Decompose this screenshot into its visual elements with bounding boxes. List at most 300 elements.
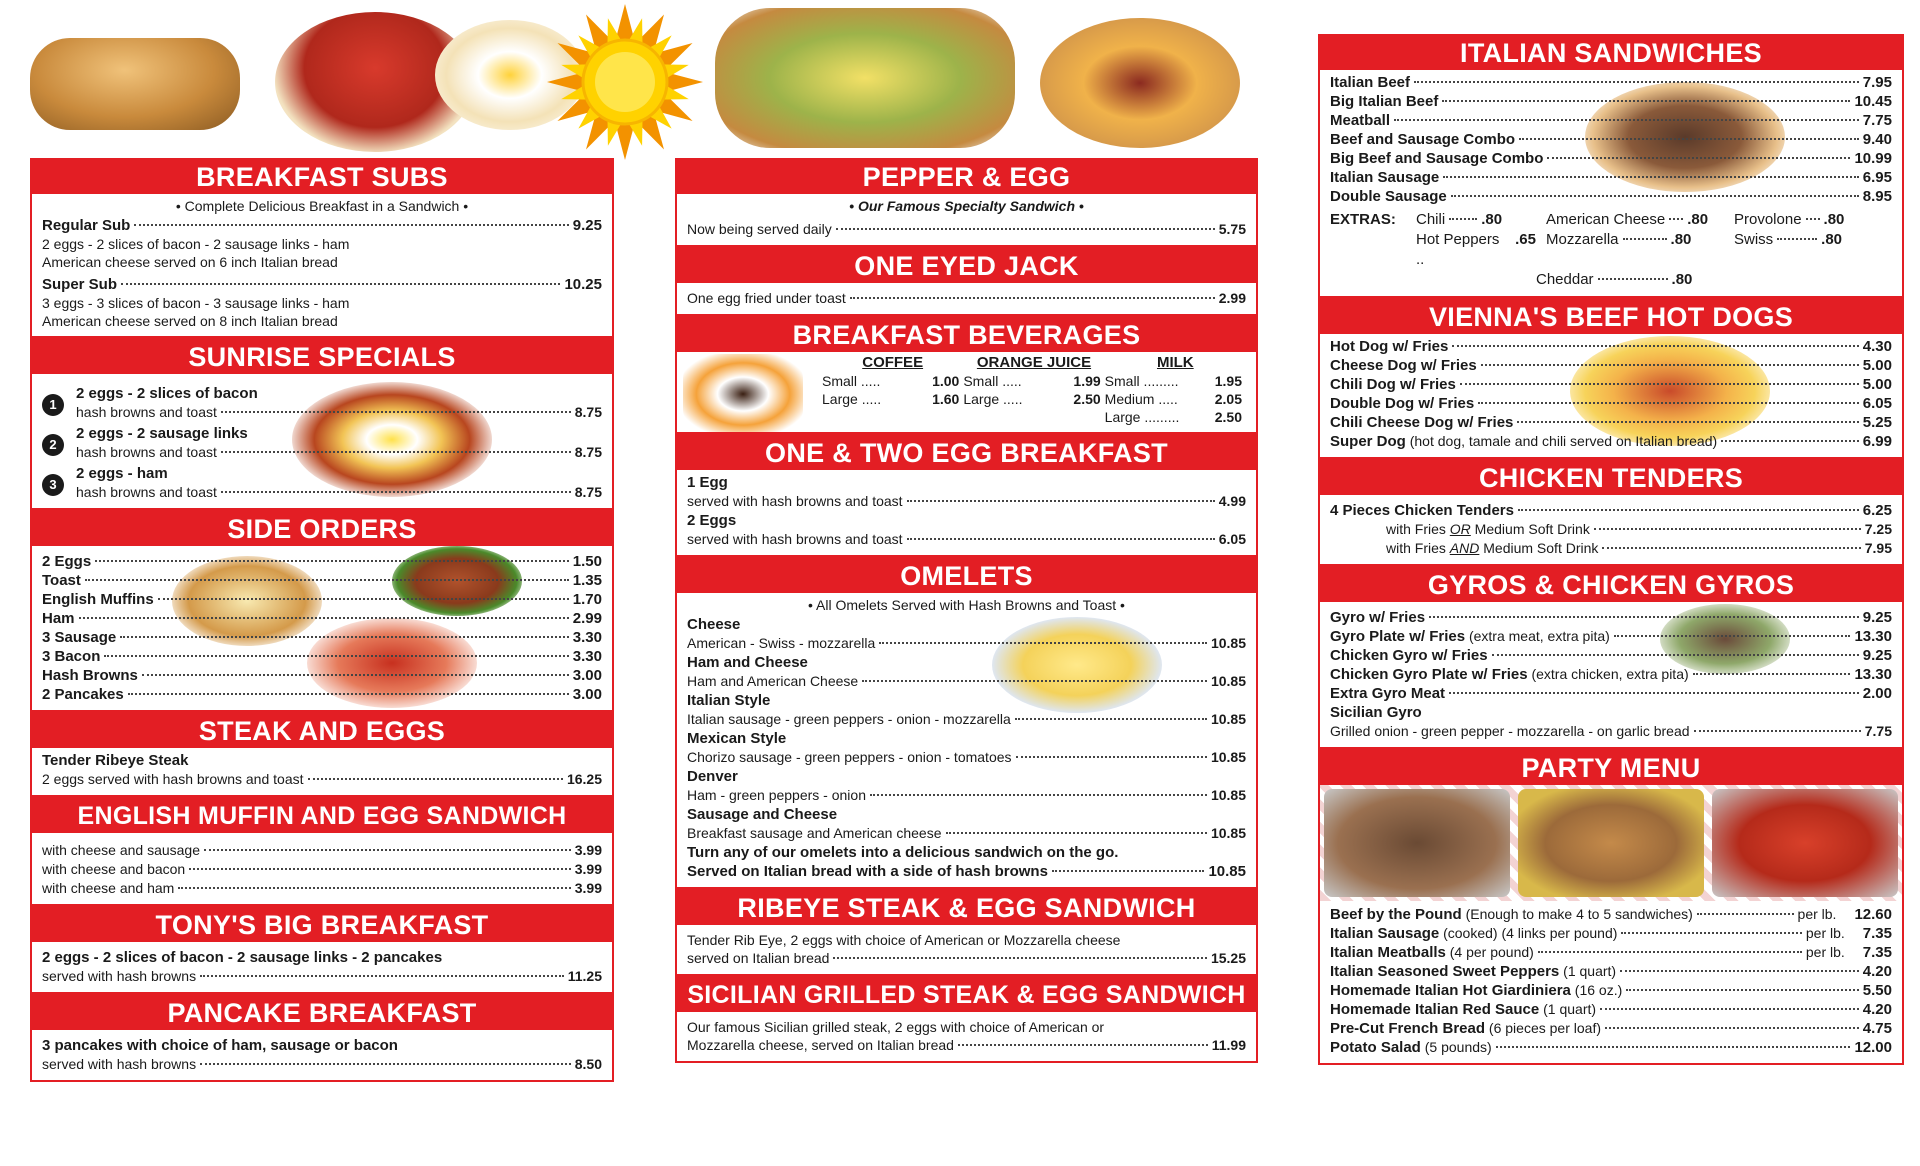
- item-name: 3 Bacon: [42, 648, 101, 665]
- menu-item: [1330, 92, 1892, 111]
- item-price: 3.99: [574, 880, 602, 896]
- item-description: Ham and American Cheese: [687, 673, 859, 689]
- item-name: Homemade Italian Red Sauce: [1330, 1001, 1540, 1018]
- menu-item: [1330, 722, 1892, 741]
- item-price: 7.95: [1864, 540, 1892, 556]
- item-name: Italian Seasoned Sweet Peppers: [1330, 963, 1560, 980]
- item-price: 13.30: [1854, 628, 1892, 645]
- item-number: 1: [42, 394, 64, 416]
- item-name: Meatball: [1330, 112, 1391, 129]
- pepper-egg-section: [675, 158, 1258, 247]
- item-name: 3 Sausage: [42, 629, 117, 646]
- menu-item: [42, 685, 602, 704]
- menu-item: [42, 552, 602, 571]
- extra-name: American Cheese: [1546, 211, 1666, 228]
- item-name: Chicken Gyro Plate w/ Fries: [1330, 666, 1528, 683]
- one-eyed-jack-section: [675, 247, 1258, 316]
- item-name: Denver: [687, 768, 738, 785]
- item-price: 7.95: [1862, 74, 1892, 91]
- menu-item: [76, 443, 602, 462]
- breakfast-subs-section: [30, 158, 614, 338]
- menu-item: [1330, 356, 1892, 375]
- menu-item: [1330, 432, 1892, 451]
- item-description: Chorizo sausage - green peppers - onion - tomatoes: [687, 749, 1012, 765]
- item-price: 1.50: [572, 553, 602, 570]
- item-name: with cheese and bacon: [42, 861, 186, 877]
- steak-sandwich-photo: [1040, 18, 1240, 148]
- item-name: 2 Eggs: [42, 553, 92, 570]
- item-price: 10.85: [1210, 711, 1246, 727]
- menu-item: [687, 1036, 1246, 1055]
- menu-item: [42, 1055, 602, 1074]
- menu-item: [1330, 130, 1892, 149]
- item-price: 9.40: [1862, 131, 1892, 148]
- section-tagline: • All Omelets Served with Hash Browns and Toast •: [808, 597, 1125, 613]
- size-label: Medium .....: [1104, 391, 1178, 407]
- hot-dogs-section: [1318, 298, 1904, 459]
- item-price: 5.00: [1862, 376, 1892, 393]
- item-name: Big Beef and Sausage Combo: [1330, 150, 1544, 167]
- section-title: ONE & TWO EGG BREAKFAST: [677, 436, 1256, 470]
- menu-item: [1330, 149, 1892, 168]
- menu-item: [687, 530, 1246, 549]
- item-note: (16 oz.): [1570, 982, 1623, 998]
- item-price: 7.75: [1862, 112, 1892, 129]
- beverage-title: MILK: [1156, 354, 1194, 371]
- menu-item: [1330, 1019, 1892, 1038]
- item-price: 3.99: [574, 861, 602, 877]
- item-price: 4.20: [1862, 963, 1892, 980]
- extras-list: [1330, 210, 1892, 290]
- egg-breakfast-section: [675, 434, 1258, 557]
- extra-price: .80: [1481, 211, 1503, 228]
- item-price: 1.99: [1073, 373, 1101, 389]
- item-description: served with hash browns and toast: [687, 493, 903, 509]
- section-title: BREAKFAST BEVERAGES: [677, 318, 1256, 352]
- item-price: 8.75: [574, 404, 602, 420]
- item-name: Italian Beef: [1330, 74, 1411, 91]
- item-price: 4.30: [1862, 338, 1892, 355]
- menu-item: [1330, 539, 1892, 558]
- item-name: Extra Gyro Meat: [1330, 685, 1446, 702]
- item-price: 2.00: [1862, 685, 1892, 702]
- item-description: hash browns and toast: [76, 484, 217, 500]
- item-description: Our famous Sicilian grilled steak, 2 eggs with choice of American or: [687, 1019, 1105, 1035]
- item-price: 10.85: [1210, 787, 1246, 803]
- menu-column-right: [1318, 34, 1904, 1077]
- section-title: ITALIAN SANDWICHES: [1320, 36, 1902, 70]
- extra-price: .80: [1671, 271, 1693, 288]
- menu-item: [1330, 187, 1892, 206]
- special-item: [42, 384, 602, 422]
- menu-item: [1330, 981, 1892, 1000]
- gyros-section: [1318, 566, 1904, 749]
- item-note: (1 quart): [1559, 963, 1617, 979]
- item-description: Grilled onion - green pepper - mozzarella - on garlic bread: [1330, 723, 1690, 739]
- item-price: 1.70: [572, 591, 602, 608]
- item-price: 7.75: [1864, 723, 1892, 739]
- item-name: Sicilian Gyro: [1330, 704, 1422, 721]
- option-emphasis: OR: [1449, 521, 1471, 537]
- item-name: Beef by the Pound: [1330, 906, 1462, 923]
- menu-item: [687, 710, 1246, 729]
- item-description: served on Italian bread: [687, 950, 830, 966]
- sicilian-steak-section: [675, 976, 1258, 1063]
- item-price: 4.20: [1862, 1001, 1892, 1018]
- item-price: 7.25: [1864, 521, 1892, 537]
- pepper-egg-sub-photo: [715, 8, 1015, 148]
- item-description: Mozzarella cheese, served on Italian bread: [687, 1037, 954, 1053]
- section-title: OMELETS: [677, 559, 1256, 593]
- extras-label: EXTRAS:: [1330, 211, 1396, 228]
- option-text: with Fries: [1386, 540, 1450, 556]
- item-number: 3: [42, 474, 64, 496]
- section-title: ONE EYED JACK: [677, 249, 1256, 283]
- item-name: Chicken Gyro w/ Fries: [1330, 647, 1488, 664]
- menu-item: [687, 672, 1246, 691]
- extra-name: Provolone: [1734, 211, 1802, 228]
- tonys-big-breakfast-section: [30, 906, 614, 994]
- item-description: 2 eggs - 2 slices of bacon - 2 sausage links - ham: [42, 236, 350, 252]
- extra-name: Hot Peppers ..: [1416, 231, 1500, 268]
- menu-item: [1330, 413, 1892, 432]
- meatball-tray-photo: [1712, 789, 1898, 897]
- menu-item: [687, 634, 1246, 653]
- item-name: Chili Dog w/ Fries: [1330, 376, 1456, 393]
- item-description: hash browns and toast: [76, 404, 217, 420]
- beverage-title: COFFEE: [862, 354, 924, 371]
- item-name: Hot Dog w/ Fries: [1330, 338, 1449, 355]
- item-price: 8.95: [1862, 188, 1892, 205]
- item-description: Italian sausage - green peppers - onion - mozzarella: [687, 711, 1011, 727]
- option-text: Medium Soft Drink: [1470, 521, 1590, 537]
- item-price: 1.95: [1214, 373, 1242, 389]
- item-name: 4 Pieces Chicken Tenders: [1330, 502, 1514, 519]
- menu-item: [42, 860, 602, 879]
- size-label: Small .....: [963, 373, 1022, 389]
- hero-photos-left: [30, 0, 614, 158]
- extra-name: Swiss: [1734, 231, 1774, 248]
- section-title: PANCAKE BREAKFAST: [32, 996, 612, 1030]
- item-name: Big Italian Beef: [1330, 93, 1439, 110]
- item-price: 6.99: [1862, 433, 1892, 450]
- item-price: 10.99: [1854, 150, 1892, 167]
- item-price: 7.35: [1862, 944, 1892, 961]
- extra-name: Cheddar: [1536, 271, 1594, 288]
- item-name: Mexican Style: [687, 730, 787, 747]
- item-description: 2 eggs served with hash browns and toast: [42, 771, 304, 787]
- menu-item: [42, 879, 602, 898]
- item-name: Super Dog: [1330, 433, 1406, 450]
- menu-item: [42, 275, 602, 294]
- item-price: 2.50: [1214, 409, 1242, 425]
- item-name: Super Sub: [42, 276, 118, 293]
- extra-name: Mozzarella: [1546, 231, 1619, 248]
- party-trays-photo: [1320, 785, 1902, 901]
- menu-item: [1330, 337, 1892, 356]
- extra-price: .80: [1687, 211, 1709, 228]
- hero-photos-center: [675, 0, 1258, 158]
- item-note: (5 pounds): [1420, 1039, 1492, 1055]
- item-price: 3.30: [572, 648, 602, 665]
- milk-prices: [1105, 354, 1246, 426]
- menu-item: [42, 571, 602, 590]
- beef-tray-photo: [1324, 789, 1510, 897]
- item-price: 8.50: [574, 1056, 602, 1072]
- menu-item: [687, 748, 1246, 767]
- coffee-juice-photo: [683, 354, 803, 434]
- section-title: SUNRISE SPECIALS: [32, 340, 612, 374]
- item-price: 4.75: [1862, 1020, 1892, 1037]
- item-description: Tender Rib Eye, 2 eggs with choice of American or Mozzarella cheese: [687, 932, 1121, 948]
- item-name: with cheese and ham: [42, 880, 175, 896]
- item-price: 4.99: [1218, 493, 1246, 509]
- item-note: (cooked) (4 links per pound): [1439, 925, 1618, 941]
- menu-item: [42, 609, 602, 628]
- section-title: GYROS & CHICKEN GYROS: [1320, 568, 1902, 602]
- item-name: Italian Sausage: [1330, 169, 1440, 186]
- menu-item: [1330, 168, 1892, 187]
- menu-item: [1330, 684, 1892, 703]
- italian-sandwiches-section: [1318, 34, 1904, 298]
- menu-item: [42, 628, 602, 647]
- item-price: 3.99: [574, 842, 602, 858]
- item-name: Cheese: [687, 616, 741, 633]
- menu-item: [1330, 501, 1892, 520]
- menu-item: [42, 590, 602, 609]
- option-text: Medium Soft Drink: [1479, 540, 1599, 556]
- item-description: hash browns and toast: [76, 444, 217, 460]
- item-note: (6 pieces per loaf): [1485, 1020, 1601, 1036]
- section-title: BREAKFAST SUBS: [32, 160, 612, 194]
- pancake-breakfast-section: [30, 994, 614, 1082]
- item-note: (1 quart): [1539, 1001, 1597, 1017]
- menu-item: [42, 841, 602, 860]
- menu-item: [42, 967, 602, 986]
- item-price: 8.75: [574, 484, 602, 500]
- menu-item: [1330, 111, 1892, 130]
- item-name: Double Sausage: [1330, 188, 1447, 205]
- item-price: 10.85: [1210, 673, 1246, 689]
- beverages-section: [675, 316, 1258, 434]
- item-name: Homemade Italian Hot Giardiniera: [1330, 982, 1571, 999]
- breakfast-sub-photo: [30, 38, 240, 130]
- item-price: 9.25: [572, 217, 602, 234]
- coffee-prices: [822, 354, 963, 426]
- item-price: 3.30: [572, 629, 602, 646]
- menu-item: [1330, 608, 1892, 627]
- item-description: American cheese served on 8 inch Italian bread: [42, 313, 338, 329]
- extra-price: .80: [1823, 211, 1845, 228]
- menu-item: [687, 220, 1246, 239]
- item-description: Now being served daily: [687, 221, 832, 237]
- item-price: 5.75: [1218, 221, 1246, 237]
- menu-item: [1330, 627, 1892, 646]
- menu-column-left: [30, 0, 614, 1094]
- item-name: 2 eggs - 2 sausage links: [76, 425, 248, 442]
- menu-item: [42, 647, 602, 666]
- item-price: 8.75: [574, 444, 602, 460]
- section-title: VIENNA'S BEEF HOT DOGS: [1320, 300, 1902, 334]
- item-price: 6.25: [1862, 502, 1892, 519]
- item-price: 11.25: [567, 968, 602, 984]
- item-name: 2 Eggs: [687, 512, 737, 529]
- menu-column-center: [675, 0, 1258, 1075]
- item-price: 10.25: [564, 276, 602, 293]
- item-name: 3 pancakes with choice of ham, sausage or bacon: [42, 1037, 398, 1054]
- extra-price: .80: [1821, 231, 1843, 248]
- item-name: Italian Sausage: [1330, 925, 1440, 942]
- menu-item: [1330, 924, 1892, 943]
- item-description: American cheese served on 6 inch Italian bread: [42, 254, 338, 270]
- item-description: 3 eggs - 3 slices of bacon - 3 sausage links - ham: [42, 295, 350, 311]
- item-price: 15.25: [1210, 950, 1246, 966]
- chicken-tenders-section: [1318, 459, 1904, 566]
- item-name: 1 Egg: [687, 474, 728, 491]
- steak-eggs-section: [30, 712, 614, 797]
- item-name: Double Dog w/ Fries: [1330, 395, 1475, 412]
- item-description: served with hash browns: [42, 968, 197, 984]
- item-name: Gyro Plate w/ Fries: [1330, 628, 1466, 645]
- extra-price: .80: [1670, 231, 1692, 248]
- menu-item: [42, 770, 602, 789]
- special-item: [42, 464, 602, 502]
- item-name: Cheese Dog w/ Fries: [1330, 357, 1477, 374]
- item-name: with cheese and sausage: [42, 842, 200, 858]
- menu-item: [1330, 520, 1892, 539]
- item-price: 2.99: [1218, 290, 1246, 306]
- item-name: Toast: [42, 572, 81, 589]
- size-label: Large .....: [963, 391, 1023, 407]
- item-price: 13.30: [1854, 666, 1892, 683]
- item-price: 10.85: [1210, 749, 1246, 765]
- item-name: Tender Ribeye Steak: [42, 752, 189, 769]
- item-name: Potato Salad: [1330, 1039, 1421, 1056]
- item-price: 3.00: [572, 686, 602, 703]
- section-title: ENGLISH MUFFIN AND EGG SANDWICH: [32, 799, 612, 833]
- item-name: Sausage and Cheese: [687, 806, 838, 823]
- menu-item: [76, 483, 602, 502]
- sunrise-specials-section: [30, 338, 614, 510]
- item-price: 6.95: [1862, 169, 1892, 186]
- item-price: 1.35: [572, 572, 602, 589]
- item-price: 1.60: [932, 391, 960, 407]
- menu-item: [1330, 73, 1892, 92]
- item-name: Chili Cheese Dog w/ Fries: [1330, 414, 1514, 431]
- item-price: 12.60: [1854, 906, 1892, 923]
- menu-item: [1330, 1038, 1892, 1057]
- menu-item: [687, 492, 1246, 511]
- menu-item: [42, 666, 602, 685]
- extra-name: Chili: [1416, 211, 1446, 228]
- unit-label: per lb.: [1805, 944, 1845, 960]
- menu-item: [687, 862, 1246, 881]
- item-price: 12.00: [1854, 1039, 1892, 1056]
- item-description: Ham - green peppers - onion: [687, 787, 866, 803]
- item-price: 10.45: [1854, 93, 1892, 110]
- section-title: STEAK AND EGGS: [32, 714, 612, 748]
- item-price: 2.99: [572, 610, 602, 627]
- item-price: 10.85: [1208, 863, 1246, 880]
- omelet-sandwich-note: Turn any of our omelets into a delicious sandwich on the go.: [687, 844, 1119, 861]
- menu-item: [1330, 943, 1892, 962]
- option-text: with Fries: [1386, 521, 1450, 537]
- item-name: Ham: [42, 610, 75, 627]
- item-price: 3.00: [572, 667, 602, 684]
- menu-item: [1330, 905, 1892, 924]
- item-name: Hash Browns: [42, 667, 138, 684]
- menu-item: [1330, 1000, 1892, 1019]
- section-title: SIDE ORDERS: [32, 512, 612, 546]
- extra-price: .65: [1515, 231, 1536, 248]
- side-orders-section: [30, 510, 614, 712]
- unit-label: per lb.: [1797, 906, 1837, 922]
- option-emphasis: AND: [1449, 540, 1480, 556]
- item-note: (hot dog, tamale and chili served on Italian bread): [1405, 433, 1718, 449]
- special-item: [42, 424, 602, 462]
- party-menu-section: [1318, 749, 1904, 1065]
- menu-item: [687, 824, 1246, 843]
- item-note: (4 per pound): [1445, 944, 1534, 960]
- section-title: SICILIAN GRILLED STEAK & EGG SANDWICH: [677, 978, 1256, 1012]
- orange-juice-prices: [963, 354, 1104, 426]
- english-muffin-section: [30, 797, 614, 906]
- item-price: 1.00: [932, 373, 960, 389]
- item-note: (extra meat, extra pita): [1465, 628, 1610, 644]
- section-tagline: • Complete Delicious Breakfast in a Sandwich •: [175, 198, 469, 214]
- item-description: Served on Italian bread with a side of hash browns: [687, 863, 1048, 880]
- item-price: 16.25: [566, 771, 602, 787]
- sausage-tray-photo: [1518, 789, 1704, 897]
- item-name: 2 eggs - 2 slices of bacon - 2 sausage links - 2 pancakes: [42, 949, 443, 966]
- size-label: Small .........: [1104, 373, 1179, 389]
- section-title: CHICKEN TENDERS: [1320, 461, 1902, 495]
- section-title: TONY'S BIG BREAKFAST: [32, 908, 612, 942]
- section-tagline: • Our Famous Specialty Sandwich •: [849, 198, 1084, 214]
- menu-item: [1330, 962, 1892, 981]
- item-note: (Enough to make 4 to 5 sandwiches): [1461, 906, 1693, 922]
- section-title: PEPPER & EGG: [677, 160, 1256, 194]
- item-price: 5.25: [1862, 414, 1892, 431]
- menu-item: [1330, 665, 1892, 684]
- item-price: 6.05: [1862, 395, 1892, 412]
- item-price: 2.50: [1073, 391, 1101, 407]
- item-name: Italian Style: [687, 692, 771, 709]
- item-description: American - Swiss - mozzarella: [687, 635, 876, 651]
- item-description: served with hash browns: [42, 1056, 197, 1072]
- item-name: 2 Pancakes: [42, 686, 124, 703]
- item-price: 10.85: [1210, 635, 1246, 651]
- menu-item: [687, 289, 1246, 308]
- item-name: Regular Sub: [42, 217, 131, 234]
- item-price: 5.00: [1862, 357, 1892, 374]
- item-name: Pre-Cut French Bread: [1330, 1020, 1486, 1037]
- menu-item: [1330, 646, 1892, 665]
- menu-item: [687, 786, 1246, 805]
- beverage-title: ORANGE JUICE: [976, 354, 1092, 371]
- size-label: Large .....: [822, 391, 882, 407]
- menu-item: [1330, 375, 1892, 394]
- item-description: served with hash browns and toast: [687, 531, 903, 547]
- item-price: 11.99: [1211, 1037, 1246, 1053]
- item-number: 2: [42, 434, 64, 456]
- item-description: Breakfast sausage and American cheese: [687, 825, 942, 841]
- item-price: 6.05: [1218, 531, 1246, 547]
- unit-label: per lb.: [1805, 925, 1845, 941]
- size-label: Large .........: [1104, 409, 1180, 425]
- section-title: RIBEYE STEAK & EGG SANDWICH: [677, 891, 1256, 925]
- item-name: Gyro w/ Fries: [1330, 609, 1426, 626]
